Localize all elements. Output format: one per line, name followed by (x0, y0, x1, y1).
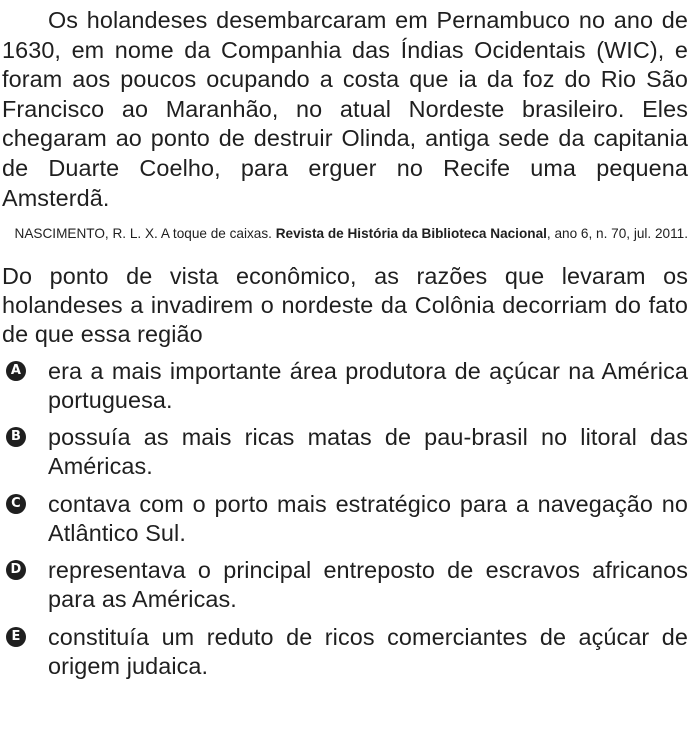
question-stem: Do ponto de vista econômico, as razões que levaram os holandeses a invadirem o nordeste da Colônia decorriam do fato de que essa região (2, 263, 688, 347)
option-c-text: contava com o porto mais estratégico para a navegação no Atlântico Sul. (48, 490, 688, 546)
passage-text: Os holandeses desembarcaram em Pernambuco no ano de 1630, em nome da Companhia das Índias Ocidentais (WIC), e foram aos poucos ocupando a costa que ia da foz do Rio São Francisco ao Maranhão, no atual Nordeste brasileiro. Eles chegaram ao ponto de destruir Olinda, antiga sede da capitania de Duarte Coelho, para erguer no Recife uma pequena Amsterdã. (2, 7, 688, 211)
option-d-letter-badge: D (6, 560, 26, 580)
option-a-letter-badge: A (6, 361, 26, 381)
citation-details: , ano 6, n. 70, jul. 2011. (546, 226, 688, 242)
option-e-letter-badge: E (6, 627, 26, 647)
option-c-letter-badge: C (6, 494, 26, 514)
option-e-text: constituía um reduto de ricos comerciantes de açúcar de origem judaica. (48, 623, 688, 679)
citation-author-title: NASCIMENTO, R. L. X. A toque de caixas. (14, 226, 276, 242)
option-d[interactable] (2, 556, 688, 614)
option-b-text: possuía as mais ricas matas de pau-brasil no litoral das Américas. (48, 424, 688, 480)
source-citation (2, 224, 688, 243)
citation-journal: Revista de História da Biblioteca Nacional (275, 226, 547, 242)
option-d-text: representava o principal entreposto de escravos africanos para as Américas. (48, 557, 688, 613)
option-a-text: era a mais importante área produtora de açúcar na América portuguesa. (48, 357, 688, 413)
option-b-letter-badge: B (6, 427, 26, 447)
option-a[interactable] (2, 357, 688, 415)
option-b[interactable] (2, 423, 688, 481)
option-e[interactable] (2, 623, 688, 681)
answer-options (2, 357, 688, 681)
option-c[interactable] (2, 490, 688, 548)
